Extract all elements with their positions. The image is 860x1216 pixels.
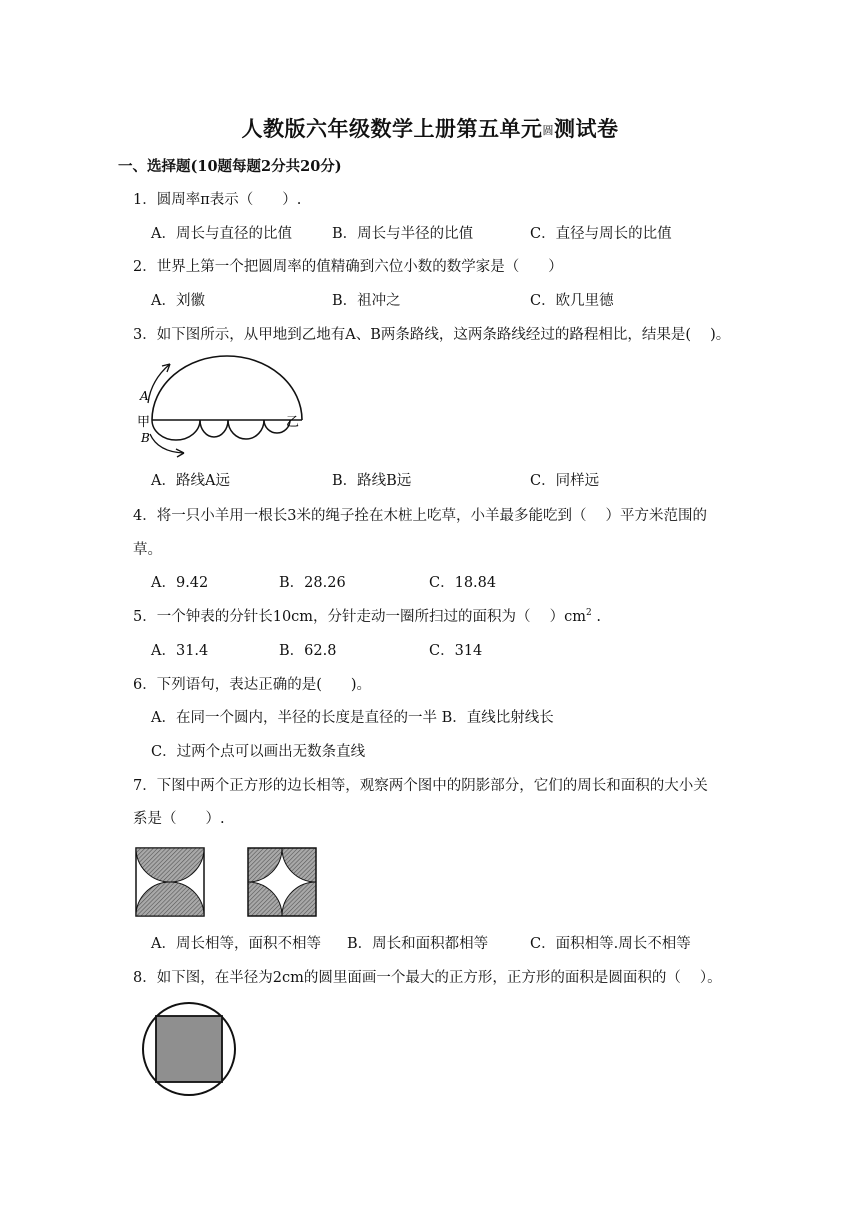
question-8-stem: 8．如下图，在半径为2cm的圆里面画一个最大的正方形，正方形的面积是圆面积的（ ）。 [133, 970, 722, 986]
page-title [0, 113, 860, 143]
question-6-stem: 6．下列语句，表达正确的是( )。 [133, 677, 372, 693]
title-unit-name: 圆 [542, 124, 554, 137]
shaded-squares-figure [134, 846, 318, 920]
question-5-option-c: C．314 [429, 643, 483, 659]
question-6-options-ab: A．在同一个圆内，半径的长度是直径的一半 B．直线比射线长 [151, 710, 554, 726]
question-5-superscript: 2 [586, 608, 592, 618]
fig-label-yi: 乙 [286, 415, 300, 430]
question-1-stem: 1．圆周率π表示（ ）. [133, 192, 302, 208]
question-7-stem-line2: 系是（ ）. [133, 811, 225, 827]
title-main: 人教版六年级数学上册第五单元 [241, 116, 543, 141]
question-4-option-a: A．9.42 [151, 575, 209, 591]
title-tail: 测试卷 [554, 116, 619, 141]
question-3-option-a: A．路线A远 [151, 473, 230, 489]
question-3-option-b: B．路线B远 [332, 473, 412, 489]
fig-label-a: A [140, 389, 149, 403]
question-6-option-c: C．过两个点可以画出无数条直线 [151, 744, 366, 760]
question-5-option-a: A．31.4 [151, 643, 209, 659]
right-square [248, 848, 316, 916]
question-2-stem: 2．世界上第一个把圆周率的值精确到六位小数的数学家是（ ） [133, 259, 563, 275]
question-4-stem-line2: 草。 [133, 542, 162, 558]
question-4-option-c: C．18.84 [429, 575, 497, 591]
question-1-option-c: C．直径与周长的比值 [530, 226, 672, 242]
question-1-option-a: A．周长与直径的比值 [151, 226, 292, 242]
question-7-option-c: C．面积相等.周长不相等 [530, 936, 691, 952]
question-4-option-b: B．28.26 [279, 575, 346, 591]
question-2-option-b: B．祖冲之 [332, 293, 401, 309]
question-2-option-c: C．欧几里德 [530, 293, 614, 309]
question-3-stem: 3．如下图所示，从甲地到乙地有A、B两条路线，这两条路线经过的路程相比，结果是( )。 [133, 327, 731, 343]
question-7-option-b: B．周长和面积都相等 [347, 936, 489, 952]
question-7-stem-line1: 7．下图中两个正方形的边长相等，观察两个图中的阴影部分，它们的周长和面积的大小关 [133, 778, 708, 794]
question-5-option-b: B．62.8 [279, 643, 337, 659]
left-square [136, 848, 204, 916]
question-5-stem-text: 5．一个钟表的分针长10cm，分针走动一圈所扫过的面积为（ ）cm [133, 609, 587, 625]
circle-square-figure [140, 1000, 240, 1098]
question-5-stem-tail: . [591, 609, 601, 625]
route-figure [136, 356, 316, 468]
question-4-stem-line1: 4．将一只小羊用一根长3米的绳子拴在木桩上吃草，小羊最多能吃到（ ）平方米范围的 [133, 508, 708, 524]
question-7-option-a: A．周长相等，面积不相等 [151, 936, 321, 952]
section-heading: 一、选择题(10题每题2分共20分) [118, 158, 342, 175]
question-5-stem [133, 607, 601, 627]
fig-label-b: B [141, 431, 150, 445]
question-3-option-c: C．同样远 [530, 473, 600, 489]
question-1-option-b: B．周长与半径的比值 [332, 226, 474, 242]
question-2-option-a: A．刘徽 [151, 293, 205, 309]
fig-label-jia: 甲 [137, 415, 151, 430]
